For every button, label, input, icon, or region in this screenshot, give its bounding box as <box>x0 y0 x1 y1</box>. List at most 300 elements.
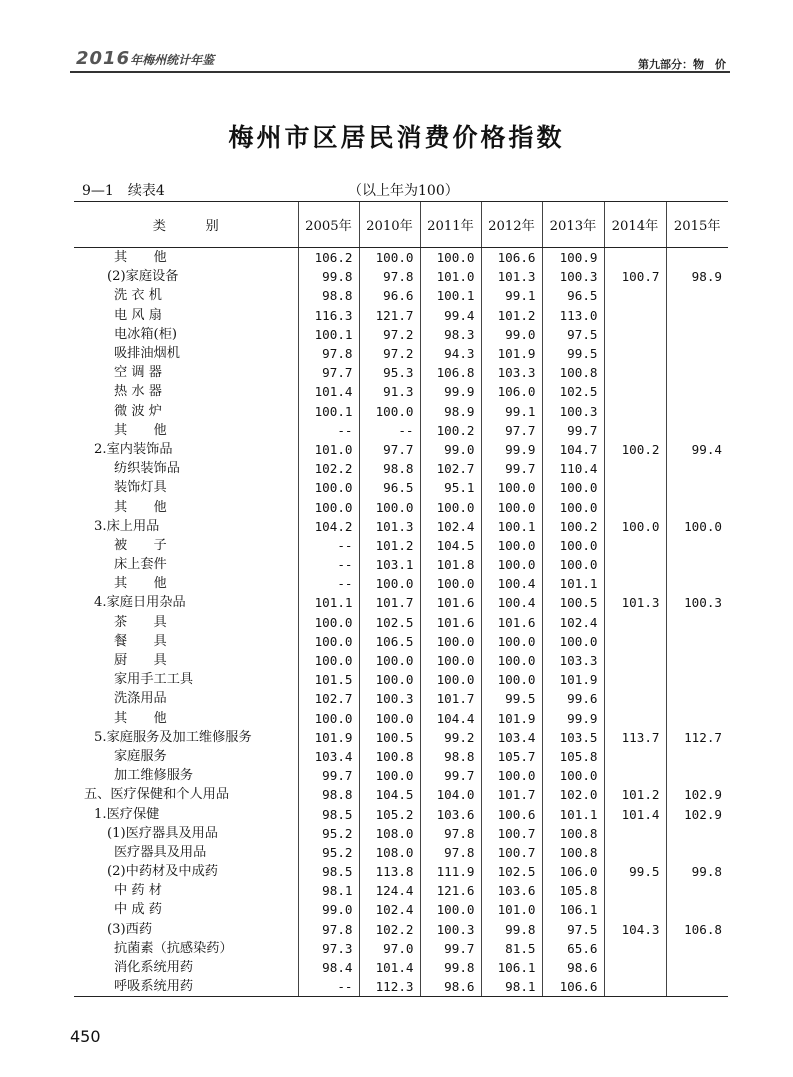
row-value: 106.6 <box>481 248 542 268</box>
row-value <box>604 382 666 401</box>
row-value: 100.8 <box>359 747 420 766</box>
row-value: 102.5 <box>359 613 420 632</box>
row-value: 101.1 <box>542 804 604 823</box>
table-row <box>74 555 728 574</box>
row-value: 106.0 <box>542 862 604 881</box>
row-value: 97.8 <box>359 267 420 286</box>
row-category: 其 他 <box>114 499 167 515</box>
row-value <box>604 900 666 919</box>
yearbook-logo <box>76 48 214 69</box>
row-value: 100.3 <box>542 267 604 286</box>
table-row <box>74 651 728 670</box>
table-row <box>74 613 728 632</box>
row-value: 100.0 <box>420 670 481 689</box>
row-value: 100.3 <box>542 402 604 421</box>
row-value: 99.0 <box>420 440 481 459</box>
table-row <box>74 632 728 651</box>
row-value: 101.8 <box>420 555 481 574</box>
row-value: 99.7 <box>420 939 481 958</box>
row-value <box>666 958 728 977</box>
row-value: 99.6 <box>542 689 604 708</box>
running-header <box>70 44 730 72</box>
row-value: 110.4 <box>542 459 604 478</box>
row-value: 98.6 <box>420 977 481 997</box>
table-row <box>74 843 728 862</box>
row-value: 99.0 <box>298 900 359 919</box>
row-value: 96.5 <box>542 286 604 305</box>
row-value: 99.9 <box>481 440 542 459</box>
row-value: 105.8 <box>542 747 604 766</box>
row-value: 121.6 <box>420 881 481 900</box>
row-value <box>604 363 666 382</box>
row-value: 101.1 <box>298 593 359 612</box>
row-value <box>666 555 728 574</box>
row-value: 100.0 <box>481 536 542 555</box>
row-value: 102.7 <box>420 459 481 478</box>
table-row <box>74 862 728 881</box>
row-value: 101.2 <box>359 536 420 555</box>
row-value: 101.3 <box>604 593 666 612</box>
row-value: 100.0 <box>298 478 359 497</box>
row-value: 113.0 <box>542 306 604 325</box>
column-header: 2010年 <box>359 202 420 248</box>
row-value: 97.3 <box>298 939 359 958</box>
row-value: -- <box>298 555 359 574</box>
row-value <box>666 689 728 708</box>
row-value: 101.2 <box>481 306 542 325</box>
row-value: 101.0 <box>420 267 481 286</box>
row-value: 106.8 <box>420 363 481 382</box>
row-value: 100.9 <box>542 248 604 268</box>
row-value: 99.4 <box>666 440 728 459</box>
row-value <box>604 613 666 632</box>
row-value: 97.2 <box>359 344 420 363</box>
row-value: 106.1 <box>542 900 604 919</box>
row-value: 99.5 <box>542 344 604 363</box>
row-value: 100.1 <box>481 517 542 536</box>
row-value <box>666 843 728 862</box>
row-value <box>666 325 728 344</box>
table-row <box>74 958 728 977</box>
row-value: 102.5 <box>542 382 604 401</box>
table-row <box>74 286 728 305</box>
row-value: 104.7 <box>542 440 604 459</box>
row-value: 96.6 <box>359 286 420 305</box>
row-value: -- <box>298 421 359 440</box>
row-value: 100.0 <box>542 555 604 574</box>
row-value: 99.2 <box>420 728 481 747</box>
row-category: 纺织装饰品 <box>114 461 180 477</box>
row-value <box>666 459 728 478</box>
row-value <box>604 670 666 689</box>
table-row <box>74 267 728 286</box>
row-value: 99.5 <box>481 689 542 708</box>
row-value: 99.5 <box>604 862 666 881</box>
row-value <box>666 536 728 555</box>
row-category: 2.室内装饰品 <box>94 441 173 457</box>
row-value <box>604 824 666 843</box>
table-row <box>74 593 728 612</box>
row-value: 99.8 <box>481 920 542 939</box>
row-value <box>666 363 728 382</box>
row-category: 呼吸系统用药 <box>74 977 298 997</box>
row-value <box>666 574 728 593</box>
row-value <box>604 651 666 670</box>
row-value <box>666 497 728 516</box>
row-value <box>666 402 728 421</box>
row-category: 厨 具 <box>114 653 167 669</box>
row-value: 103.3 <box>481 363 542 382</box>
row-value <box>604 881 666 900</box>
table-note: （以上年为100） <box>348 183 459 199</box>
row-category: 五、医疗保健和个人用品 <box>84 787 230 803</box>
row-value: 103.4 <box>298 747 359 766</box>
row-value: 100.0 <box>420 248 481 268</box>
row-value: 100.0 <box>420 651 481 670</box>
row-category: 空 调 器 <box>114 365 162 381</box>
row-value: 99.8 <box>298 267 359 286</box>
row-value: 100.5 <box>359 728 420 747</box>
row-value: 113.8 <box>359 862 420 881</box>
row-value: 100.0 <box>359 670 420 689</box>
table-row <box>74 440 728 459</box>
row-value: 100.1 <box>420 286 481 305</box>
row-value: 106.2 <box>298 248 359 268</box>
row-value: 104.2 <box>298 517 359 536</box>
table-row <box>74 306 728 325</box>
row-value <box>604 689 666 708</box>
row-value: 108.0 <box>359 843 420 862</box>
row-category: 其 他 <box>114 710 167 726</box>
row-value: 106.1 <box>481 958 542 977</box>
row-value <box>604 286 666 305</box>
row-category: 装饰灯具 <box>114 480 167 496</box>
row-category: 1.医疗保健 <box>94 806 160 822</box>
row-value <box>604 344 666 363</box>
row-value: 95.2 <box>298 843 359 862</box>
row-value <box>604 574 666 593</box>
table-row <box>74 785 728 804</box>
row-value <box>666 421 728 440</box>
table-row <box>74 766 728 785</box>
table-row <box>74 325 728 344</box>
row-category: 电 风 扇 <box>114 307 162 323</box>
row-value <box>666 900 728 919</box>
table-row <box>74 363 728 382</box>
row-value: 100.2 <box>604 440 666 459</box>
row-value: 105.8 <box>542 881 604 900</box>
row-value: 100.7 <box>481 843 542 862</box>
table-header-row <box>74 202 728 248</box>
row-value: 97.8 <box>420 824 481 843</box>
row-value: 95.3 <box>359 363 420 382</box>
row-value <box>666 824 728 843</box>
table-row <box>74 747 728 766</box>
row-value: 101.2 <box>604 785 666 804</box>
row-value: 99.4 <box>420 306 481 325</box>
row-value <box>604 497 666 516</box>
row-value: 103.6 <box>420 804 481 823</box>
row-value: 100.0 <box>481 766 542 785</box>
row-value <box>666 709 728 728</box>
row-value <box>604 709 666 728</box>
row-category: 家庭服务 <box>114 748 167 764</box>
row-value: 101.4 <box>298 382 359 401</box>
row-value: 103.1 <box>359 555 420 574</box>
row-category: 中 药 材 <box>114 883 162 899</box>
row-value: 101.7 <box>481 785 542 804</box>
row-value <box>666 651 728 670</box>
row-value <box>604 421 666 440</box>
row-value: -- <box>359 421 420 440</box>
row-value <box>604 977 666 997</box>
yearbook-year: 2016 <box>76 48 131 69</box>
row-value: 102.4 <box>542 613 604 632</box>
row-value: 106.6 <box>542 977 604 997</box>
row-value: 103.5 <box>542 728 604 747</box>
row-value: 101.9 <box>481 344 542 363</box>
row-value: 95.1 <box>420 478 481 497</box>
row-value: 100.0 <box>481 632 542 651</box>
row-value: 102.0 <box>542 785 604 804</box>
row-value: 100.4 <box>481 593 542 612</box>
row-value <box>666 306 728 325</box>
row-category: 床上套件 <box>114 557 167 573</box>
row-category: 茶 具 <box>114 614 167 630</box>
row-value <box>604 747 666 766</box>
table-row <box>74 248 728 268</box>
row-value: 101.1 <box>542 574 604 593</box>
row-value: 100.7 <box>481 824 542 843</box>
row-value: 100.0 <box>298 613 359 632</box>
row-value <box>666 766 728 785</box>
row-category: (2)中药材及中成药 <box>107 864 218 880</box>
row-value <box>666 613 728 632</box>
row-value: 97.7 <box>359 440 420 459</box>
row-value: 100.6 <box>481 804 542 823</box>
row-value: 112.7 <box>666 728 728 747</box>
row-value: 103.6 <box>481 881 542 900</box>
row-value: 101.7 <box>359 593 420 612</box>
row-category: 家用手工工具 <box>114 672 194 688</box>
row-value: 104.0 <box>420 785 481 804</box>
row-value: 101.9 <box>542 670 604 689</box>
column-header: 2012年 <box>481 202 542 248</box>
row-value: 106.5 <box>359 632 420 651</box>
row-value: 100.0 <box>481 478 542 497</box>
row-value: 98.5 <box>298 804 359 823</box>
row-value: 103.4 <box>481 728 542 747</box>
row-value: 99.9 <box>420 382 481 401</box>
row-value: -- <box>298 977 359 997</box>
row-value: 100.0 <box>298 497 359 516</box>
row-value: 98.9 <box>420 402 481 421</box>
row-value: 106.0 <box>481 382 542 401</box>
row-value: 100.0 <box>481 555 542 574</box>
row-value: 99.7 <box>298 766 359 785</box>
row-value: 100.0 <box>481 497 542 516</box>
row-value <box>604 306 666 325</box>
table-row <box>74 709 728 728</box>
row-value <box>666 977 728 997</box>
row-category: 其 他 <box>114 250 167 266</box>
row-value <box>666 881 728 900</box>
row-value: 97.8 <box>298 920 359 939</box>
row-value: 116.3 <box>298 306 359 325</box>
row-value: 100.2 <box>420 421 481 440</box>
page-title: 梅州市区居民消费价格指数 <box>228 123 565 152</box>
row-category: 洗 衣 机 <box>114 288 162 304</box>
row-value: 97.5 <box>542 920 604 939</box>
row-category: 吸排油烟机 <box>114 346 180 362</box>
header-rule <box>70 71 730 73</box>
column-header: 类 别 <box>74 202 298 248</box>
row-value: 102.9 <box>666 804 728 823</box>
row-value: 100.0 <box>359 248 420 268</box>
row-value: 101.4 <box>359 958 420 977</box>
row-value: 101.0 <box>298 440 359 459</box>
row-value: 105.7 <box>481 747 542 766</box>
row-value <box>666 632 728 651</box>
row-value: 106.8 <box>666 920 728 939</box>
row-category: 其 他 <box>114 422 167 438</box>
row-value: 100.0 <box>420 574 481 593</box>
section-label: 第九部分：物 价 <box>638 58 726 71</box>
row-value: -- <box>298 574 359 593</box>
row-value: 100.0 <box>481 670 542 689</box>
row-value: 102.7 <box>298 689 359 708</box>
row-category: 3.床上用品 <box>94 518 160 534</box>
column-header: 2013年 <box>542 202 604 248</box>
row-value <box>666 747 728 766</box>
row-value: 99.1 <box>481 286 542 305</box>
row-value: 100.1 <box>298 325 359 344</box>
table-row <box>74 344 728 363</box>
row-value: 99.0 <box>481 325 542 344</box>
table-row <box>74 977 728 997</box>
row-value: 102.2 <box>359 920 420 939</box>
table-row <box>74 689 728 708</box>
row-value <box>666 248 728 268</box>
row-value <box>666 939 728 958</box>
row-value: 101.3 <box>481 267 542 286</box>
row-value: 98.6 <box>542 958 604 977</box>
row-value: 100.7 <box>604 267 666 286</box>
row-value: 100.0 <box>298 651 359 670</box>
row-value: 100.8 <box>542 363 604 382</box>
row-value: 104.5 <box>420 536 481 555</box>
row-value: 102.5 <box>481 862 542 881</box>
table-row <box>74 382 728 401</box>
row-value: 101.4 <box>604 804 666 823</box>
row-value: 104.4 <box>420 709 481 728</box>
row-value: 98.5 <box>298 862 359 881</box>
table-row <box>74 536 728 555</box>
row-value: 99.8 <box>666 862 728 881</box>
row-value: 112.3 <box>359 977 420 997</box>
row-value <box>604 766 666 785</box>
row-value: -- <box>298 536 359 555</box>
row-value <box>604 958 666 977</box>
row-value: 96.5 <box>359 478 420 497</box>
row-category: 洗涤用品 <box>114 691 167 707</box>
row-value: 99.7 <box>481 459 542 478</box>
row-value: 100.4 <box>481 574 542 593</box>
row-value: 95.2 <box>298 824 359 843</box>
table-row <box>74 939 728 958</box>
row-value: 91.3 <box>359 382 420 401</box>
row-value: 104.3 <box>604 920 666 939</box>
row-category: 被 子 <box>114 537 167 553</box>
row-value <box>604 478 666 497</box>
row-value: 98.3 <box>420 325 481 344</box>
table-row <box>74 804 728 823</box>
row-value <box>666 478 728 497</box>
row-category: 5.家庭服务及加工维修服务 <box>94 729 252 745</box>
row-value: 100.0 <box>359 709 420 728</box>
table-row <box>74 824 728 843</box>
table-row <box>74 517 728 536</box>
yearbook-title: 年梅州统计年鉴 <box>130 53 215 67</box>
row-value <box>604 325 666 344</box>
row-value: 103.3 <box>542 651 604 670</box>
row-category: (3)西药 <box>107 921 153 937</box>
row-value: 100.0 <box>542 766 604 785</box>
row-value: 100.3 <box>420 920 481 939</box>
row-value: 100.0 <box>542 497 604 516</box>
row-value: 100.8 <box>542 843 604 862</box>
row-value: 101.9 <box>298 728 359 747</box>
row-value: 98.1 <box>298 881 359 900</box>
table-row <box>74 421 728 440</box>
row-value: 98.4 <box>298 958 359 977</box>
row-value <box>604 402 666 421</box>
row-value: 101.6 <box>420 593 481 612</box>
table-row <box>74 478 728 497</box>
row-value: 113.7 <box>604 728 666 747</box>
row-value: 100.3 <box>359 689 420 708</box>
page-number: 450 <box>70 1027 101 1046</box>
row-category: 消化系统用药 <box>114 960 194 976</box>
table-row <box>74 920 728 939</box>
row-category: 医疗器具及用品 <box>114 844 207 860</box>
row-value <box>666 670 728 689</box>
row-value: 124.4 <box>359 881 420 900</box>
row-value: 97.5 <box>542 325 604 344</box>
row-value: 100.0 <box>298 632 359 651</box>
row-value: 81.5 <box>481 939 542 958</box>
row-category: (2)家庭设备 <box>107 269 179 285</box>
row-value: 100.0 <box>420 632 481 651</box>
row-value: 102.2 <box>298 459 359 478</box>
row-category: 4.家庭日用杂品 <box>94 595 186 611</box>
row-category: 餐 具 <box>114 633 167 649</box>
row-category: 中 成 药 <box>114 902 162 918</box>
row-value: 97.8 <box>420 843 481 862</box>
row-value: 102.9 <box>666 785 728 804</box>
row-value: 98.8 <box>420 747 481 766</box>
table-row <box>74 459 728 478</box>
row-value: 101.5 <box>298 670 359 689</box>
row-value: 98.8 <box>298 785 359 804</box>
row-value: 101.9 <box>481 709 542 728</box>
row-category: 加工维修服务 <box>114 768 194 784</box>
row-value: 121.7 <box>359 306 420 325</box>
row-value: 104.5 <box>359 785 420 804</box>
row-value: 97.7 <box>298 363 359 382</box>
row-value: 101.7 <box>420 689 481 708</box>
row-category: 电冰箱(柜) <box>114 326 178 342</box>
